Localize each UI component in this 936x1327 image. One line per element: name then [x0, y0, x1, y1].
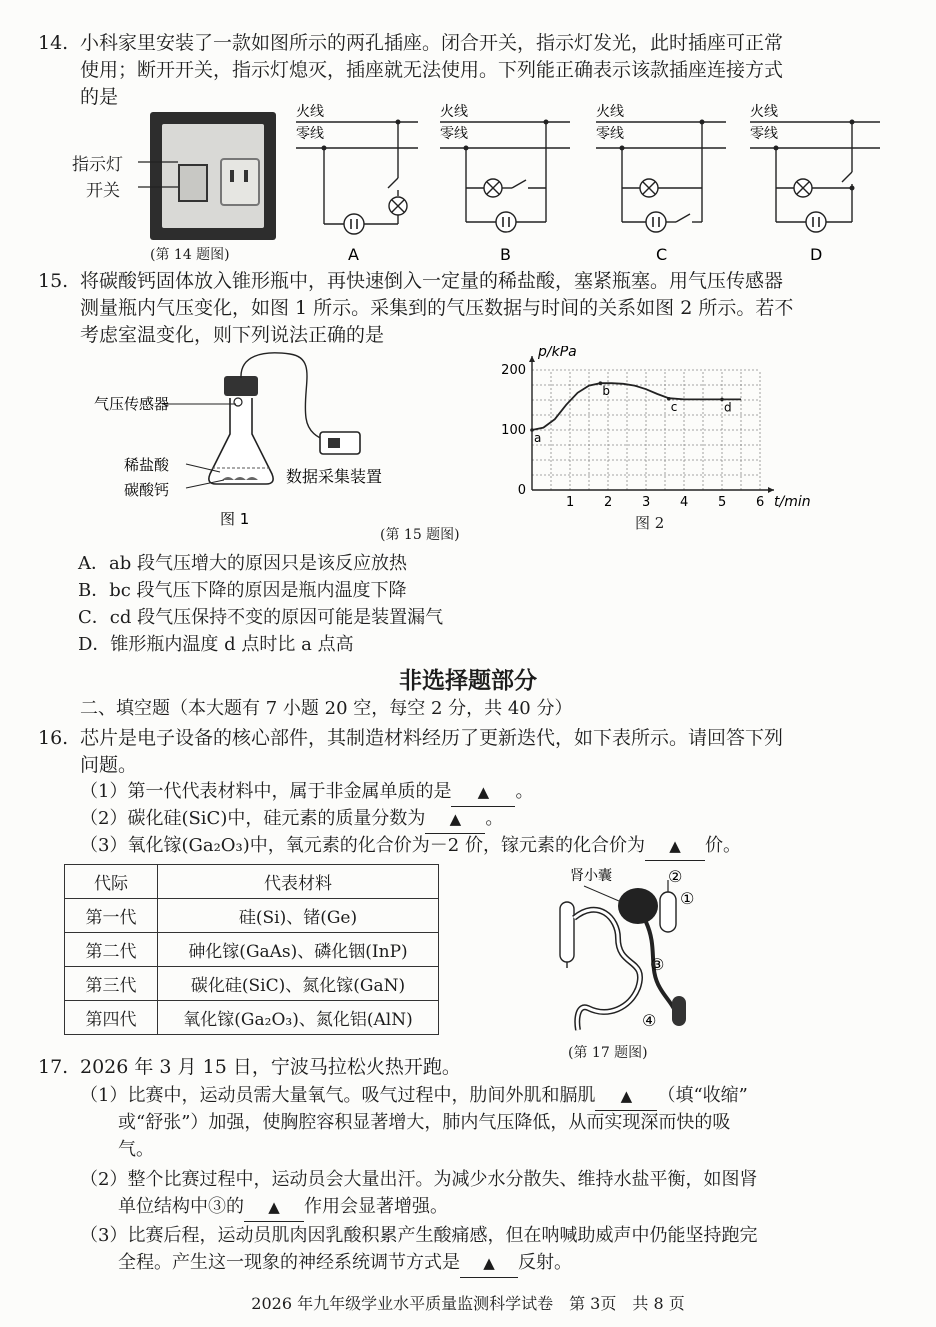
y-axis-arrow — [529, 356, 535, 362]
circuit-a-letter: A — [348, 245, 359, 264]
q14-number: 14. — [38, 32, 69, 54]
sensor-probe — [234, 398, 242, 406]
x-tick-label: 2 — [604, 495, 613, 510]
q17-sub1-cont: 或“舒张”）加强，使胸腔容积显著增大，肺内气压降低，从而实现深而快的吸 — [118, 1112, 731, 1133]
table-header-cell: 代表材料 — [158, 865, 439, 899]
table-cell: 第一代 — [65, 899, 158, 933]
q16-sub3 — [80, 832, 870, 861]
table-row — [65, 899, 439, 933]
q16-sub3-text: （3）氧化镓(Ga₂O₃)中，氧元素的化合价为－2 价，镓元素的化合价为 — [80, 835, 645, 856]
y-tick-label: 0 — [517, 483, 526, 498]
table-header-row — [65, 865, 439, 899]
chart-grid — [532, 370, 760, 490]
answer-blank[interactable] — [645, 832, 705, 861]
circuit-c-neutral-label: 零线 — [596, 126, 624, 142]
fig1-acid-label: 稀盐酸 — [124, 456, 170, 474]
table-cell: 砷化镓(GaAs)、磷化铟(InP) — [158, 933, 439, 967]
circuit-b-neutral-label: 零线 — [440, 126, 468, 142]
q17-sub3-cont — [118, 1249, 908, 1278]
answer-blank[interactable] — [425, 805, 485, 834]
q17-sub3-end: 反射。 — [518, 1252, 572, 1273]
table-cell: 第四代 — [65, 1001, 158, 1035]
circuit-d-letter: D — [810, 245, 823, 264]
answer-blank[interactable] — [451, 778, 515, 807]
q16-sub1-text: （1）第一代代表材料中，属于非金属单质的是 — [80, 781, 452, 802]
q17-line1: 2026 年 3 月 15 日，宁波马拉松火热开跑。 — [80, 1056, 461, 1078]
fig17-mark-2: ② — [668, 867, 683, 886]
q16-sub2 — [80, 805, 870, 834]
q16-sub1 — [80, 778, 870, 807]
circuit-a-neutral-label: 零线 — [296, 126, 324, 142]
photo-leader-lines — [130, 150, 190, 200]
q16-number: 16. — [38, 727, 69, 749]
circuit-b — [440, 103, 570, 264]
section-part: 二、填空题（本大题有 7 小题 20 空，每空 2 分，共 40 分） — [80, 698, 573, 719]
q17-sub1-end: 气。 — [118, 1139, 154, 1160]
circuit-options — [288, 96, 888, 266]
q17-sub2-end: 作用会显著增强。 — [304, 1196, 448, 1217]
q17-sub1-text: （1）比赛中，运动员需大量氧气。吸气过程中，肋间外肌和膈肌 — [80, 1085, 596, 1106]
q17-sub1 — [80, 1082, 870, 1111]
q15-pressure-chart — [498, 346, 818, 532]
fig2-label: 图 2 — [635, 514, 665, 532]
q15-line1: 将碳酸钙固体放入锥形瓶中，再快速倒入一定量的稀盐酸，塞紧瓶塞。用气压传感器 — [80, 270, 784, 292]
point-label-d: d — [724, 400, 732, 415]
x-tick-label: 5 — [718, 495, 727, 510]
point-label-a: a — [534, 431, 542, 445]
chart-y-label: p/kPa — [538, 346, 577, 360]
q15-option-b[interactable]: B．bc 段气压下降的原因是瓶内温度下降 — [78, 580, 407, 601]
circuit-d — [750, 103, 880, 264]
q16-sub1-end: 。 — [515, 781, 534, 802]
q15-line2: 测量瓶内气压变化，如图 1 所示。采集到的气压数据与时间的关系如图 2 所示。若不 — [80, 297, 794, 319]
fig1-sensor-label: 气压传感器 — [94, 395, 170, 413]
q15-option-c[interactable]: C．cd 段气压保持不变的原因可能是装置漏气 — [78, 607, 444, 628]
q16-line1: 芯片是电子设备的核心部件，其制造材料经历了更新迭代，如下表所示。请回答下列 — [80, 727, 784, 749]
collecting-duct — [560, 902, 574, 962]
table-header-cell: 代际 — [65, 865, 158, 899]
answer-blank[interactable] — [460, 1249, 518, 1278]
circuit-d-neutral-label: 零线 — [750, 126, 778, 142]
q17-sub2-cont — [118, 1193, 908, 1222]
y-tick-label: 100 — [501, 423, 526, 438]
q15-line3: 考虑室温变化，则下列说法正确的是 — [80, 324, 385, 346]
q16-sub2-end: 。 — [485, 808, 504, 829]
q16-sub3-end: 价。 — [704, 835, 741, 856]
q14-line3: 的是 — [80, 86, 119, 108]
photo-light-label: 指示灯 — [72, 155, 123, 175]
photo-switch-label: 开关 — [86, 181, 120, 201]
circuit-a-live-label: 火线 — [296, 104, 324, 120]
q14-fig-caption: (第 14 题图) — [150, 247, 230, 263]
x-tick-label: 6 — [756, 495, 765, 510]
q15-fig1 — [90, 348, 420, 528]
nephron-title: 肾小囊 — [570, 868, 612, 884]
table-row — [65, 1001, 439, 1035]
fig17-mark-3: ③ — [650, 955, 665, 974]
q17-sub2: （2）整个比赛过程中，运动员会大量出汗。为减少水分散失、维持水盐平衡，如图肾 — [80, 1169, 758, 1190]
x-tick-label: 1 — [566, 495, 575, 510]
page-footer: 2026 年九年级学业水平质量监测科学试卷 第 3页 共 8 页 — [251, 1294, 685, 1313]
q17-number: 17. — [38, 1056, 69, 1078]
table-cell: 第三代 — [65, 967, 158, 1001]
fig1-label: 图 1 — [220, 510, 250, 528]
outlet-icon — [220, 158, 260, 206]
q15-option-d[interactable]: D．锥形瓶内温度 d 点时比 a 点高 — [78, 634, 354, 655]
q17-sub2-text: 单位结构中③的 — [118, 1196, 244, 1217]
fig1-caco3-label: 碳酸钙 — [124, 481, 170, 499]
q15-option-a[interactable]: A．ab 段气压增大的原因只是该反应放热 — [78, 553, 407, 574]
circuit-c — [596, 103, 726, 264]
rubber-stopper — [224, 376, 258, 396]
q15-fig-caption: (第 15 题图) — [380, 527, 460, 543]
circuit-c-live-label: 火线 — [596, 104, 624, 120]
table-cell: 硅(Si)、锗(Ge) — [158, 899, 439, 933]
circuit-b-live-label: 火线 — [440, 104, 468, 120]
fig17-mark-4: ④ — [642, 1011, 657, 1030]
q14-line2: 使用；断开开关，指示灯熄灭，插座就无法使用。下列能正确表示该款插座连接方式 — [80, 59, 784, 81]
glomerulus-icon — [618, 888, 658, 924]
table-cell: 第二代 — [65, 933, 158, 967]
pressure-curve — [532, 383, 741, 430]
circuit-d-live-label: 火线 — [750, 104, 778, 120]
circuit-c-letter: C — [656, 245, 668, 264]
sensor-cable — [241, 353, 326, 440]
nephron-figure — [548, 858, 718, 1038]
q14-line1: 小科家里安装了一款如图所示的两孔插座。闭合开关，指示灯发光，此时插座可正常 — [80, 32, 784, 54]
circuit-a — [296, 103, 418, 264]
q16-sub2-text: （2）碳化硅(SiC)中，硅元素的质量分数为 — [80, 808, 426, 829]
table-cell: 碳化硅(SiC)、氮化镓(GaN) — [158, 967, 439, 1001]
chart-x-label: t/min — [774, 494, 811, 510]
x-tick-label: 3 — [642, 495, 651, 510]
q17-sub3-text: 全程。产生这一现象的神经系统调节方式是 — [118, 1252, 460, 1273]
section-title: 非选择题部分 — [399, 668, 537, 694]
materials-table — [64, 864, 439, 1035]
y-tick-label: 200 — [501, 363, 526, 378]
table-cell: 氧化镓(Ga₂O₃)、氮化铝(AlN) — [158, 1001, 439, 1035]
point-label-c: c — [670, 399, 678, 414]
q17-fig-caption: (第 17 题图) — [568, 1045, 648, 1061]
q15-number: 15. — [38, 270, 69, 292]
fig1-device-label: 数据采集装置 — [286, 467, 383, 486]
answer-blank[interactable] — [244, 1193, 304, 1222]
circuit-b-letter: B — [500, 245, 511, 264]
conical-flask — [209, 398, 273, 484]
q17-sub1-hint: （填“收缩” — [657, 1085, 748, 1106]
chart-axes — [529, 356, 774, 493]
caco3-solid — [222, 477, 258, 480]
answer-blank[interactable] — [595, 1082, 657, 1111]
q17-sub3: （3）比赛后程，运动员肌肉因乳酸积累产生酸痛感，但在呐喊助威声中仍能坚持跑完 — [80, 1225, 758, 1246]
point-label-b: b — [602, 384, 611, 399]
table-row — [65, 967, 439, 1001]
x-axis-arrow — [768, 487, 774, 493]
x-tick-label: 4 — [680, 495, 689, 510]
q16-line2: 问题。 — [80, 754, 138, 776]
table-row — [65, 933, 439, 967]
fig17-mark-1: ① — [680, 889, 695, 908]
